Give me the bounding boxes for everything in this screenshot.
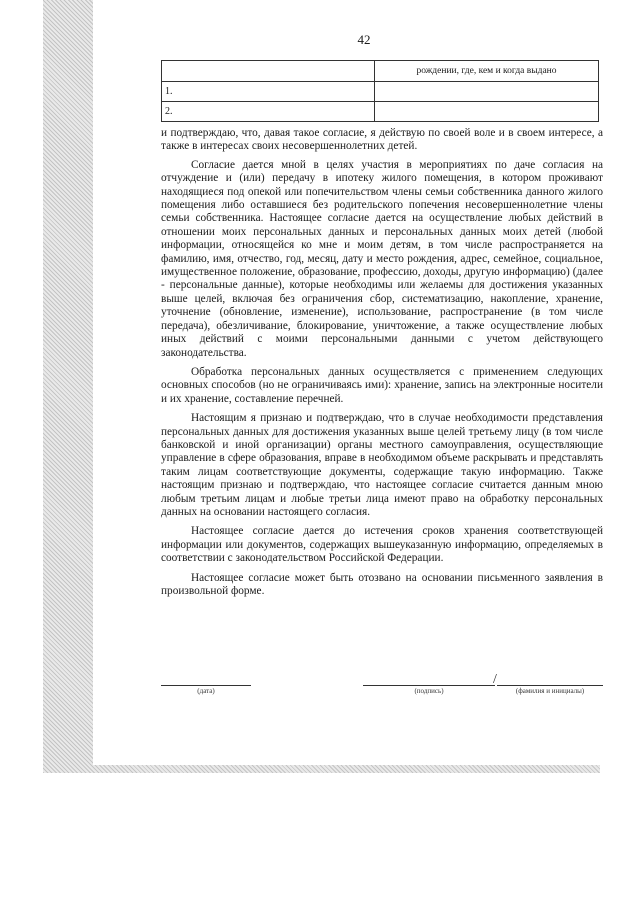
- table-row-number: 1.: [162, 82, 375, 102]
- table-cell: [375, 82, 599, 102]
- name-caption: (фамилия и инициалы): [515, 687, 585, 695]
- consent-text: [161, 127, 603, 604]
- document-page: [93, 0, 635, 765]
- signature-field: [363, 685, 495, 695]
- paragraph-purpose: Согласие дается мной в целях участия в мероприятиях по даче согласия на отчуждение и (или) передачу в ипотеку жилого помещения, в котором проживают находящиеся под опекой или попечительством члены семьи собственника данного жилого помещения либо оставшиеся без родительского попечения несовершеннолетние члены семьи собственника. Настоящее согласие дается на осуществление любых действий в отношении моих персональных данных и персональных данных моих детей (любой информации, относящейся ко мне и моим детям, в том числе распространяется на фамилию, имя, отчество, год, месяц, дату и место рождения, адрес, семейное, социальное, имущественное положение, образование, профессию, доходы, другую информацию) (далее - персональные данные), которые необходимы или желаемы для достижения указанных выше целей, включая без ограничения сбор, систематизацию, накопление, хранение, уточнение (обновление, изменение), использование, распространение (в том числе передача), обезличивание, блокирование, уничтожение, а также осуществление любых иных действий с моими персональными данными с учетом действующего законодательства.: [161, 158, 603, 359]
- signature-separator: /: [493, 672, 497, 687]
- table-cell: [162, 61, 375, 82]
- table-header-row: [162, 61, 599, 82]
- paragraph-third-parties: Настоящим я признаю и подтверждаю, что в случае необходимости представления персональных данных для достижения указанных выше целей третьему лицу (в том числе банковской и иной организации) органы местного самоуправления, осуществляющие управление в сфере образования, вправе в необходимом объеме раскрывать и представлять таким лицам соответствующие документы, содержащие такую информацию. Также настоящим признаю и подтверждаю, что настоящее согласие считается данным мною любым третьим лицам и любые третьи лица имеют право на обработку персональных данных на основании настоящего согласия.: [161, 412, 603, 518]
- date-signature-field: [161, 685, 251, 695]
- date-line: [161, 685, 251, 686]
- date-caption: (дата): [197, 687, 215, 695]
- table-row: [162, 102, 599, 122]
- table-row-number: 2.: [162, 102, 375, 122]
- data-table: [161, 60, 599, 122]
- scan-border: [43, 0, 603, 773]
- signature-caption: (подпись): [414, 687, 444, 695]
- table-row: [162, 82, 599, 102]
- paragraph-revocation: Настоящее согласие может быть отозвано на основании письменного заявления в произвольной форме.: [161, 571, 603, 597]
- signature-line: [363, 685, 495, 686]
- table-cell: [375, 102, 599, 122]
- name-line: [497, 685, 603, 686]
- paragraph-continuation: и подтверждаю, что, давая такое согласие, я действую по своей воле и в своем интересе, а также в интересах своих несовершеннолетних детей.: [161, 127, 603, 153]
- paragraph-term: Настоящее согласие дается до истечения сроков хранения соответствующей информации или документов, содержащих вышеуказанную информацию, определяемых в соответствии с законодательством Российской Федерации.: [161, 525, 603, 565]
- name-field: [497, 685, 603, 695]
- paragraph-processing: Обработка персональных данных осуществляется с применением следующих основных способов (но не ограничиваясь ими): хранение, запись на электронные носители и их хранение, составление перечней.: [161, 365, 603, 405]
- page-number: 42: [357, 32, 371, 47]
- table-header-cell: рождении, где, кем и когда выдано: [375, 61, 599, 82]
